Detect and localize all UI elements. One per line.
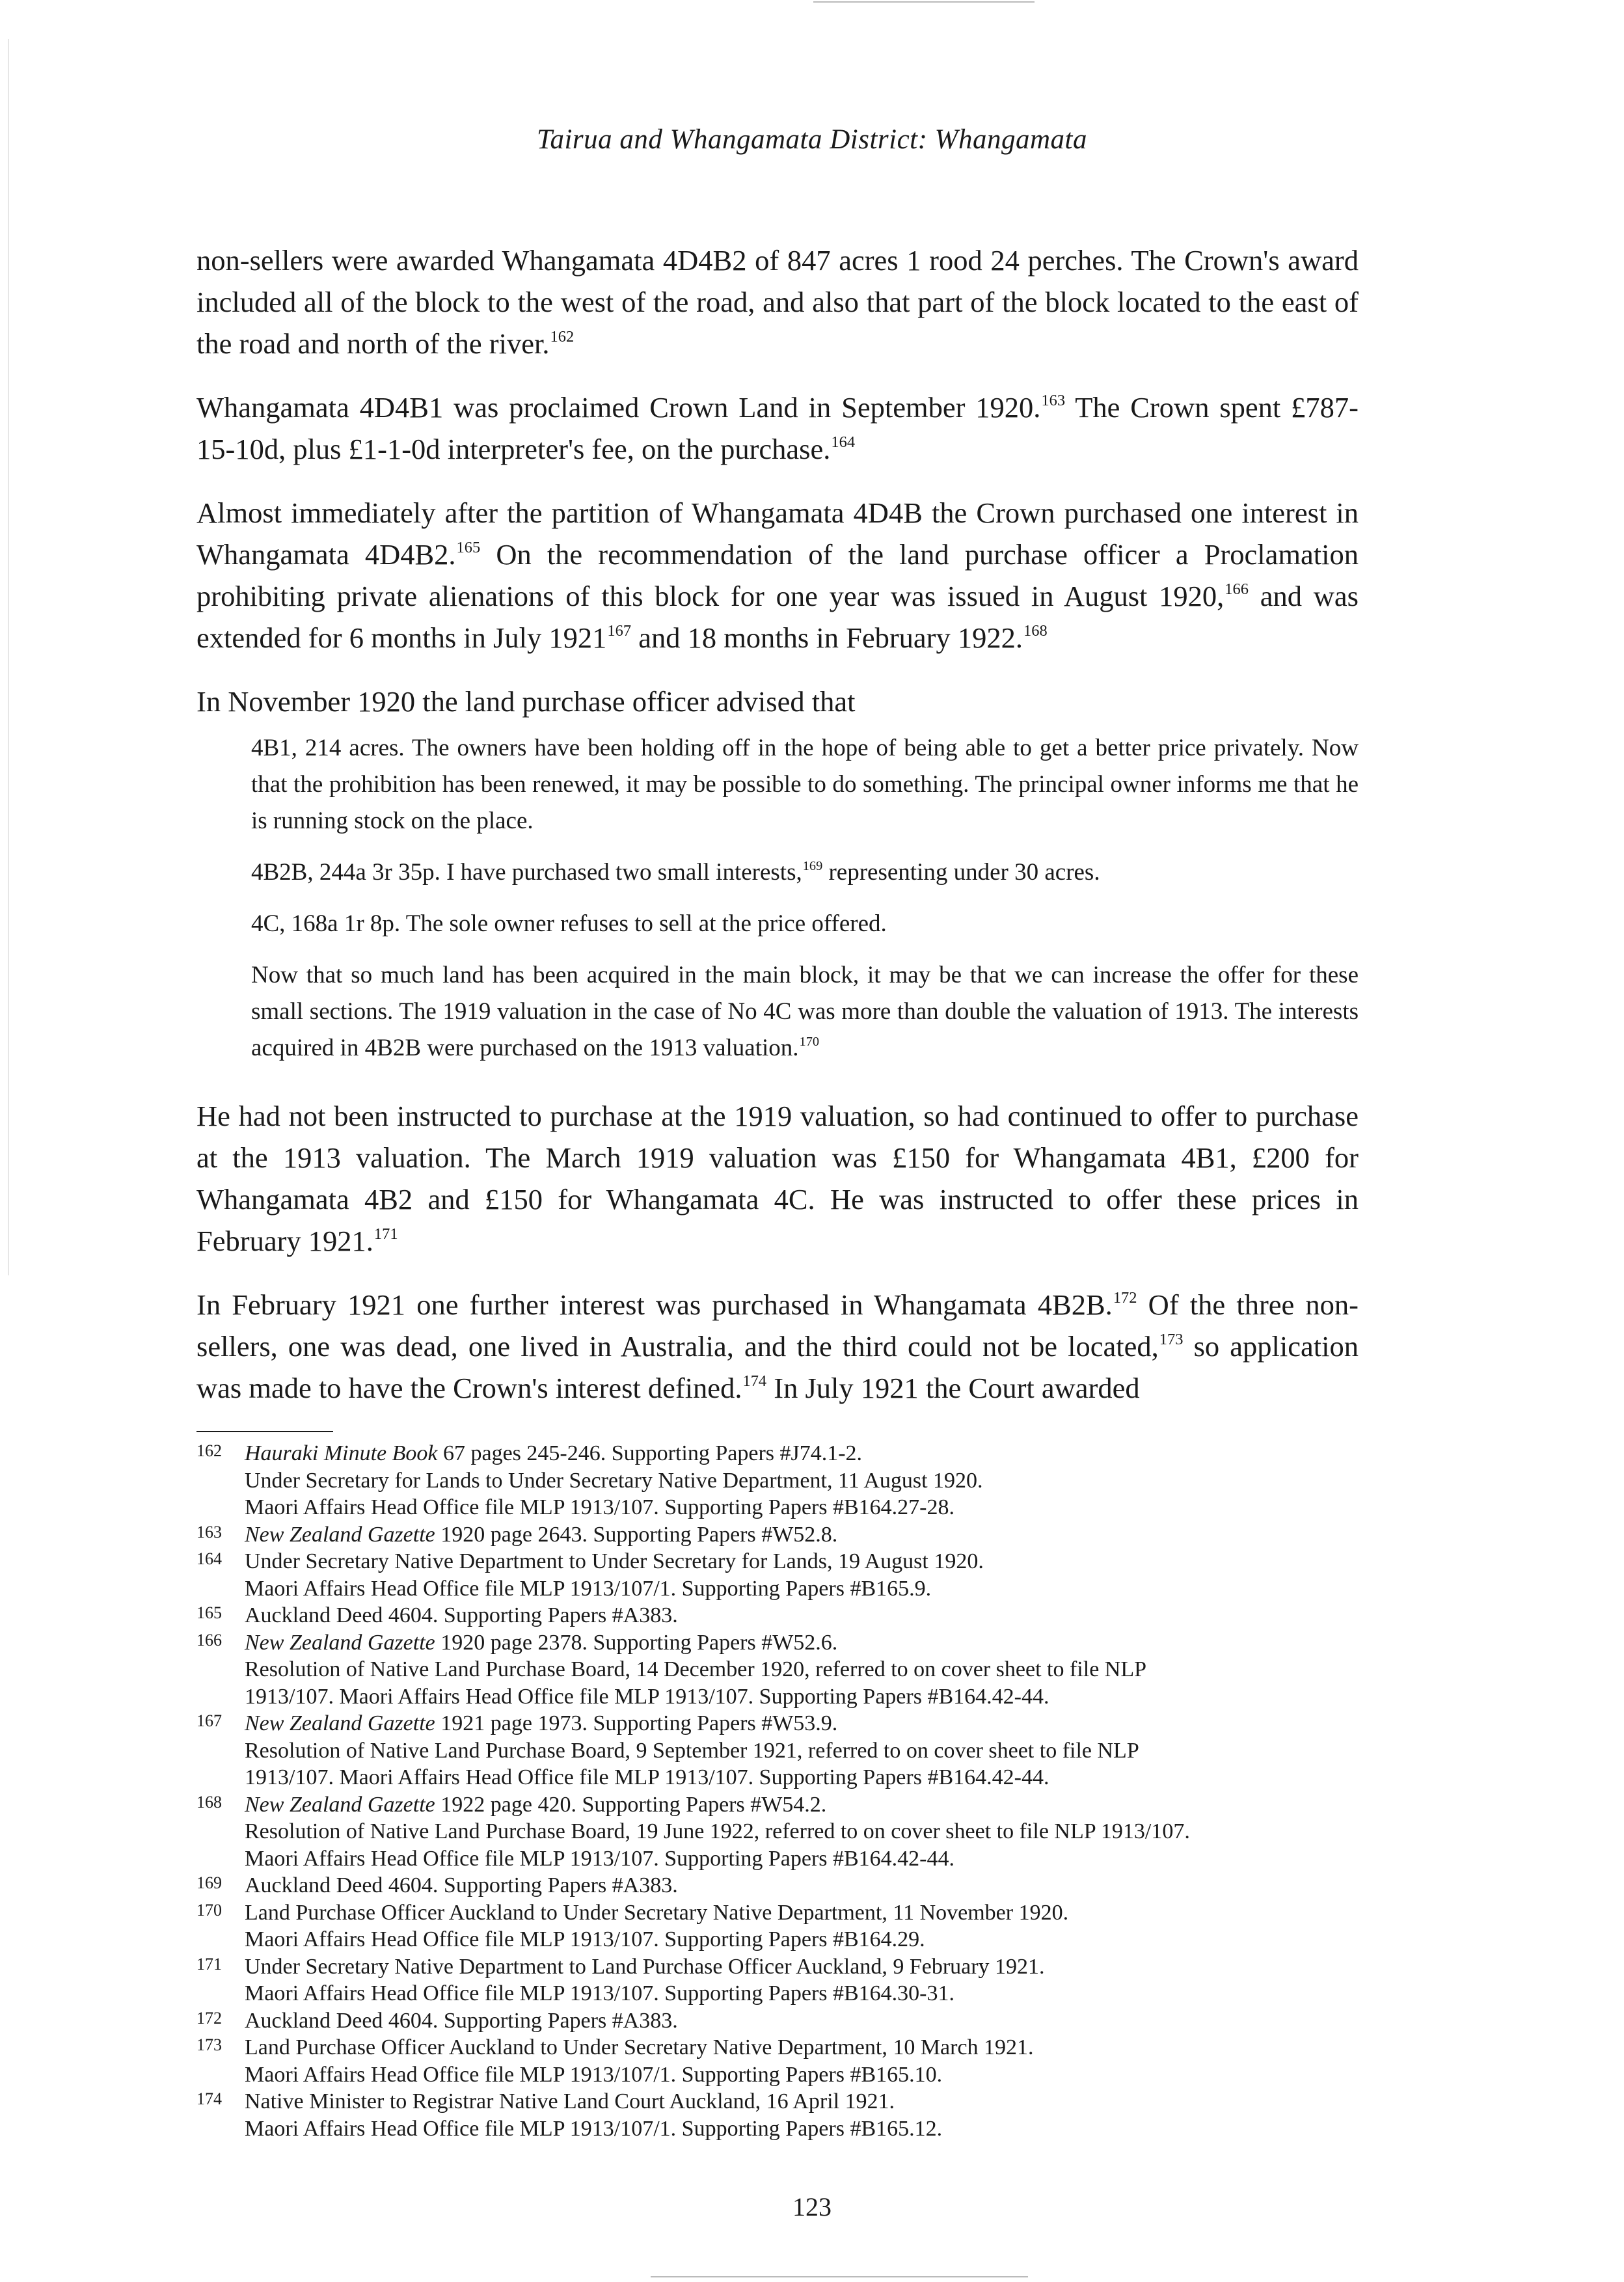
quote-paragraph	[251, 854, 1359, 891]
footnote-text: Maori Affairs Head Office file MLP 1913/107/1. Supporting Papers #B165.12.	[245, 2116, 943, 2141]
footnote-line	[245, 1818, 1359, 1845]
footnote-number: 168	[196, 1792, 222, 1812]
paragraph-text: and 18 months in February 1922.	[631, 621, 1023, 654]
page-content	[196, 239, 1359, 2142]
footnote-body	[245, 2007, 1359, 2035]
footnote	[196, 1629, 1359, 1711]
footnote-line	[245, 1926, 1359, 1953]
footnote-text: Land Purchase Officer Auckland to Under Secretary Native Department, 10 March 1921.	[245, 2035, 1034, 2059]
footnote-text: 1920 page 2378. Supporting Papers #W52.6.	[435, 1630, 838, 1655]
paragraph	[196, 1095, 1359, 1262]
footnote-line	[245, 1872, 1359, 1899]
paragraph-text: In February 1921 one further interest was purchased in Whangamata 4B2B.	[196, 1288, 1113, 1321]
footnote-line	[245, 1575, 1359, 1603]
footnote-ref: 166	[1225, 580, 1249, 599]
footnote-body	[245, 1548, 1359, 1602]
footnote-ref: 174	[742, 1372, 767, 1391]
footnote	[196, 1872, 1359, 1899]
footnote-text: Maori Affairs Head Office file MLP 1913/107. Supporting Papers #B164.27-28.	[245, 1495, 955, 1519]
quote-paragraph	[251, 730, 1359, 839]
footnote-number: 171	[196, 1954, 222, 1974]
footnote-body	[245, 1629, 1359, 1711]
footnote	[196, 2088, 1359, 2142]
footnote	[196, 1791, 1359, 1873]
paragraph-text: representing under 30 acres.	[822, 859, 1100, 886]
footnote-text: Resolution of Native Land Purchase Board, 19 June 1922, referred to on cover sheet to file NLP 1913/107.	[245, 1819, 1190, 1843]
paragraph-group-b	[196, 1095, 1359, 1409]
running-head: Tairua and Whangamata District: Whangamata	[537, 124, 1087, 155]
footnote-line	[245, 1791, 1359, 1819]
body-text	[196, 239, 1359, 1409]
footnote	[196, 1899, 1359, 1953]
footnote-text: Maori Affairs Head Office file MLP 1913/107/1. Supporting Papers #B165.10.	[245, 2062, 943, 2087]
footnote-ref: 172	[1113, 1289, 1137, 1307]
publication-title: New Zealand Gazette	[245, 1711, 435, 1735]
footnote-text: Land Purchase Officer Auckland to Under Secretary Native Department, 11 November 1920.	[245, 1900, 1069, 1925]
footnote-line	[245, 1899, 1359, 1927]
footnote-line	[245, 2061, 1359, 2089]
footnote-line	[245, 1494, 1359, 1521]
footnote-ref: 165	[456, 539, 481, 557]
publication-title: New Zealand Gazette	[245, 1522, 435, 1547]
paragraph-text: and was extended for 6 months in July 1921	[196, 580, 1359, 654]
footnote-number: 173	[196, 2035, 222, 2054]
footnote-ref: 164	[831, 433, 856, 452]
paragraph	[196, 1284, 1359, 1409]
paragraph-group-a	[196, 239, 1359, 659]
paragraph-text: 4B1, 214 acres. The owners have been holding off in the hope of being able to get a better price privately. Now that the prohibition has been renewed, it may be possible to do something. The principal owner informs me that he is running stock on the place.	[251, 735, 1359, 834]
footnote-line	[245, 2034, 1359, 2061]
footnote-text: Resolution of Native Land Purchase Board, 9 September 1921, referred to on cover sheet to file NLP	[245, 1738, 1139, 1763]
paragraph-text: Almost immediately after the partition of Whangamata 4D4B the Crown purchased one interest in Whangamata 4D4B2.	[196, 496, 1359, 571]
footnote-ref: 169	[802, 859, 823, 874]
footnote-text: Auckland Deed 4604. Supporting Papers #A383.	[245, 1603, 678, 1627]
footnote-number: 166	[196, 1630, 222, 1650]
paragraph-text: so application was made to have the Crown's interest defined.	[196, 1330, 1359, 1404]
footnote-body	[245, 1440, 1359, 1521]
publication-title: New Zealand Gazette	[245, 1630, 435, 1655]
footnote-line	[245, 1737, 1359, 1765]
footnote-text: Maori Affairs Head Office file MLP 1913/107. Supporting Papers #B164.29.	[245, 1927, 925, 1951]
footnote-text: Auckland Deed 4604. Supporting Papers #A383.	[245, 2008, 678, 2033]
footnote-number: 170	[196, 1900, 222, 1920]
footnote	[196, 1602, 1359, 1629]
paragraph-text: The Crown spent £787-15-10d, plus £1-1-0d interpreter's fee, on the purchase.	[196, 391, 1359, 465]
bottom-edge-rule	[651, 2276, 1028, 2277]
footnote-number: 174	[196, 2089, 222, 2108]
top-edge-rule	[813, 1, 1035, 3]
paragraph-text: Now that so much land has been acquired in the main block, it may be that we can increase the offer for these small sections. The 1919 valuation in the case of No 4C was more than double the valuation of 1913. The interests acquired in 4B2B were purchased on the 1913 valuation.	[251, 962, 1359, 1061]
footnote-line	[245, 1440, 1359, 1467]
footnote	[196, 2007, 1359, 2035]
footnote-text: Native Minister to Registrar Native Land Court Auckland, 16 April 1921.	[245, 2089, 895, 2113]
footnote-line	[245, 2007, 1359, 2035]
block-quote	[251, 730, 1359, 1066]
footnote-rule	[196, 1431, 333, 1432]
paragraph	[196, 387, 1359, 470]
footnote-number: 163	[196, 1522, 222, 1542]
footnote-number: 165	[196, 1603, 222, 1622]
footnote-number: 169	[196, 1873, 222, 1892]
footnote	[196, 1440, 1359, 1521]
footnote	[196, 1710, 1359, 1791]
quote-paragraph	[251, 906, 1359, 942]
footnote-line	[245, 2088, 1359, 2115]
footnote-line	[245, 1467, 1359, 1495]
footnote	[196, 1521, 1359, 1549]
footnote-body	[245, 1521, 1359, 1549]
footnote-line	[245, 1683, 1359, 1711]
publication-title: Hauraki Minute Book	[245, 1441, 438, 1465]
footnote-ref: 162	[550, 328, 575, 346]
footnote-number: 164	[196, 1549, 222, 1568]
footnote-ref: 171	[373, 1225, 398, 1243]
footnote-body	[245, 1899, 1359, 1953]
paragraph-text: On the recommendation of the land purchase officer a Proclamation prohibiting private alienations of this block for one year was issued in August 1920,	[196, 538, 1359, 612]
footnote-number: 162	[196, 1441, 222, 1460]
footnote-number: 172	[196, 2008, 222, 2028]
footnote-line	[245, 2115, 1359, 2143]
paragraph-text: In July 1921 the Court awarded	[766, 1372, 1140, 1404]
footnote-line	[245, 1764, 1359, 1791]
footnote-body	[245, 1953, 1359, 2007]
footnote-text: 67 pages 245-246. Supporting Papers #J74.1-2.	[437, 1441, 863, 1465]
footnote-text: Maori Affairs Head Office file MLP 1913/107. Supporting Papers #B164.30-31.	[245, 1981, 955, 2005]
footnote-text: 1921 page 1973. Supporting Papers #W53.9.	[435, 1711, 838, 1735]
footnote-text: Under Secretary for Lands to Under Secretary Native Department, 11 August 1920.	[245, 1468, 983, 1493]
footnote-body	[245, 1872, 1359, 1899]
footnote-ref: 173	[1159, 1331, 1184, 1349]
paragraph-text: He had not been instructed to purchase at the 1919 valuation, so had continued to offer to purchase at the 1913 valuation. The March 1919 valuation was £150 for Whangamata 4B1, £200 for Whangamata 4B2 and £150 for Whangamata 4C. He was instructed to offer these prices in February 1921.	[196, 1100, 1359, 1257]
footnote-body	[245, 1710, 1359, 1791]
footnote-text: Under Secretary Native Department to Land Purchase Officer Auckland, 9 February 1921.	[245, 1954, 1045, 1979]
footnote-body	[245, 1602, 1359, 1629]
paragraph-text: Whangamata 4D4B1 was proclaimed Crown Land in September 1920.	[196, 391, 1041, 424]
footnote-ref: 167	[607, 622, 632, 640]
footnotes	[196, 1440, 1359, 2142]
footnote-number: 167	[196, 1711, 222, 1730]
footnote-line	[245, 1521, 1359, 1549]
footnote-text: Maori Affairs Head Office file MLP 1913/107. Supporting Papers #B164.42-44.	[245, 1846, 955, 1871]
footnote	[196, 1953, 1359, 2007]
footnote-line	[245, 1953, 1359, 1981]
footnote-text: 1920 page 2643. Supporting Papers #W52.8.	[435, 1522, 838, 1547]
paragraph	[196, 492, 1359, 659]
footnote-ref: 163	[1041, 392, 1066, 410]
footnote-text: 1922 page 420. Supporting Papers #W54.2.	[435, 1792, 827, 1817]
footnote-text: 1913/107. Maori Affairs Head Office file MLP 1913/107. Supporting Papers #B164.42-44.	[245, 1684, 1049, 1709]
footnote-text: Under Secretary Native Department to Under Secretary for Lands, 19 August 1920.	[245, 1549, 984, 1573]
paragraph	[196, 239, 1359, 364]
footnote-text: Auckland Deed 4604. Supporting Papers #A383.	[245, 1873, 678, 1897]
page-number: 123	[792, 2192, 832, 2221]
footnote-text: 1913/107. Maori Affairs Head Office file MLP 1913/107. Supporting Papers #B164.42-44.	[245, 1765, 1049, 1789]
footnote-line	[245, 1656, 1359, 1683]
paragraph-text: non-sellers were awarded Whangamata 4D4B2 of 847 acres 1 rood 24 perches. The Crown's award included all of the block to the west of the road, and also that part of the block located to the east of the road and north of the river.	[196, 244, 1359, 360]
footnote-line	[245, 1548, 1359, 1575]
scan-edge-line	[8, 39, 9, 1275]
footnote-line	[245, 1629, 1359, 1657]
paragraph-text: 4C, 168a 1r 8p. The sole owner refuses to sell at the price offered.	[251, 910, 887, 937]
footnote-text: Maori Affairs Head Office file MLP 1913/107/1. Supporting Papers #B165.9.	[245, 1576, 932, 1601]
footnote-line	[245, 1710, 1359, 1737]
paragraph-text: Of the three non-sellers, one was dead, one lived in Australia, and the third could not be located,	[196, 1288, 1359, 1363]
footnote-body	[245, 2088, 1359, 2142]
footnote-text: Resolution of Native Land Purchase Board, 14 December 1920, referred to on cover sheet to file NLP	[245, 1657, 1147, 1681]
footnote-body	[245, 1791, 1359, 1873]
footnote-body	[245, 2034, 1359, 2088]
footnote-line	[245, 1845, 1359, 1873]
paragraph-text: 4B2B, 244a 3r 35p. I have purchased two small interests,	[251, 859, 802, 886]
quote-lead-in: In November 1920 the land purchase officer advised that	[196, 685, 856, 718]
footnote-ref: 168	[1023, 622, 1048, 640]
footnote-ref: 170	[799, 1035, 820, 1050]
footnote	[196, 2034, 1359, 2088]
footnote	[196, 1548, 1359, 1602]
footnote-line	[245, 1602, 1359, 1629]
footnote-line	[245, 1980, 1359, 2007]
quote-paragraph	[251, 957, 1359, 1066]
publication-title: New Zealand Gazette	[245, 1792, 435, 1817]
